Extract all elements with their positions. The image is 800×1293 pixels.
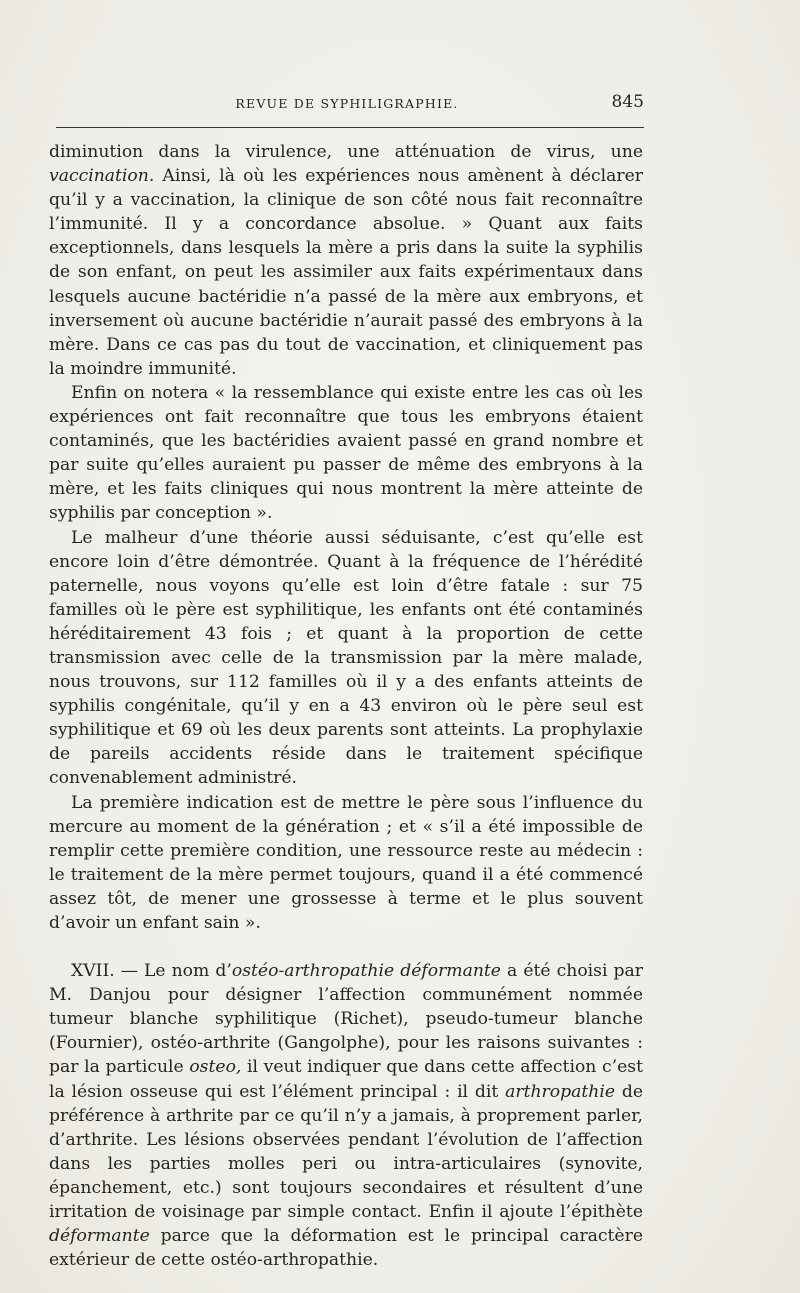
p1-text: diminution dans la virulence, une atténuation de virus, une	[49, 142, 643, 162]
paragraph-4: La première indication est de mettre le père sous l’influence du mercure au moment de la génération ; et « s’il a été impossible de remplir cette première condition, une ressource reste au médecin : le traitement de la mère permet toujours, quand il a été commencé assez tôt, de mener une grossesse à terme et le plus souvent d’avoir un enfant sain ».	[49, 792, 643, 933]
p5-italic-1: ostéo-arthropathie déformante	[231, 961, 501, 982]
p5-text-3: il veut indiquer que dans cette affection c’est la lésion osseuse qui est l’élément principal : il dit	[49, 1057, 643, 1102]
paragraph-3: Le malheur d’une théorie aussi séduisante, c’est qu’elle est encore loin d’être démontrée. Quant à la fréquence de l’hérédité paternelle, nous voyons qu’elle est loin d’être fatale : sur 75 familles où le père est syphilitique, les enfants ont été contaminés héréditairement 43 fois ; et quant à la proportion de cette transmission avec celle de la transmission par la mère malade, nous trouvons, sur 112 familles où il y a des enfants atteints de syphilis congénitale, qu’il y en a 43 environ où le père seul est syphilitique et 69 où les deux parents sont atteints. La prophylaxie de pareils accidents réside dans le traitement spécifique convenablement administré.	[49, 527, 643, 789]
p5-text-1: XVII. — Le nom d’	[71, 961, 232, 982]
paragraph-2: Enfin on notera « la ressemblance qui existe entre les cas où les expériences ont fait reconnaître que tous les embryons étaient contaminés, que les bactéridies avaient passé en grand nombre et par suite qu’elles auraient pu passer de même des embryons à la mère, et les faits cliniques qui nous montrent la mère atteinte de syphilis par conception ».	[49, 382, 643, 524]
header-rule	[56, 127, 644, 128]
running-title: REVUE DE SYPHILIGRAPHIE.	[235, 96, 459, 111]
p5-italic-2: osteo,	[189, 1057, 242, 1078]
section-xvii	[49, 959, 643, 1272]
p1-italic: vaccination.	[49, 166, 155, 187]
body-text	[49, 140, 643, 1272]
p1-text-2: Ainsi, là où les expériences nous amènent à déclarer qu’il y a vaccination, la clinique de son côté nous fait reconnaître l’immunité. Il y a concordance absolue. » Quant aux faits exceptionnels, dans lesquels la mère a pris dans la suite la syphilis de son enfant, on peut les assimiler aux faits expérimentaux dans lesquels aucune bactéridie n’a passé de la mère aux embryons, et inversement où aucune bactéridie n’aurait passé des embryons à la mère. Dans ce cas pas du tout de vaccination, et cliniquement pas la moindre immunité.	[49, 166, 643, 379]
running-head	[50, 92, 644, 114]
p5-text-5: parce que la déformation est le principal caractère extérieur de cette ostéo-arthropathie.	[49, 1226, 643, 1271]
p5-text-2: a été choisi par M. Danjou pour désigner l’affection communément nommée tumeur blanche syphilitique (Richet), pseudo-tumeur blanche (Fournier), ostéo-arthrite (Gangolphe), pour les raisons suivantes : par la particule	[49, 961, 643, 1078]
paragraph-1	[49, 140, 643, 381]
p5-italic-3: arthropathie	[505, 1081, 616, 1102]
p5-italic-4: déformante	[49, 1226, 150, 1247]
p5-text-4: de préférence à arthrite par ce qu’il n’y a jamais, à proprement parler, d’arthrite. Les lésions observées pendant l’évolution de l’affection dans les parties molles peri ou intra-articulaires (synovite, épanchement, etc.) sont toujours secondaires et résultent d’une irritation de voisinage par simple contact. Enfin il ajoute l’épithète	[49, 1081, 644, 1223]
page-number: 845	[611, 92, 644, 112]
